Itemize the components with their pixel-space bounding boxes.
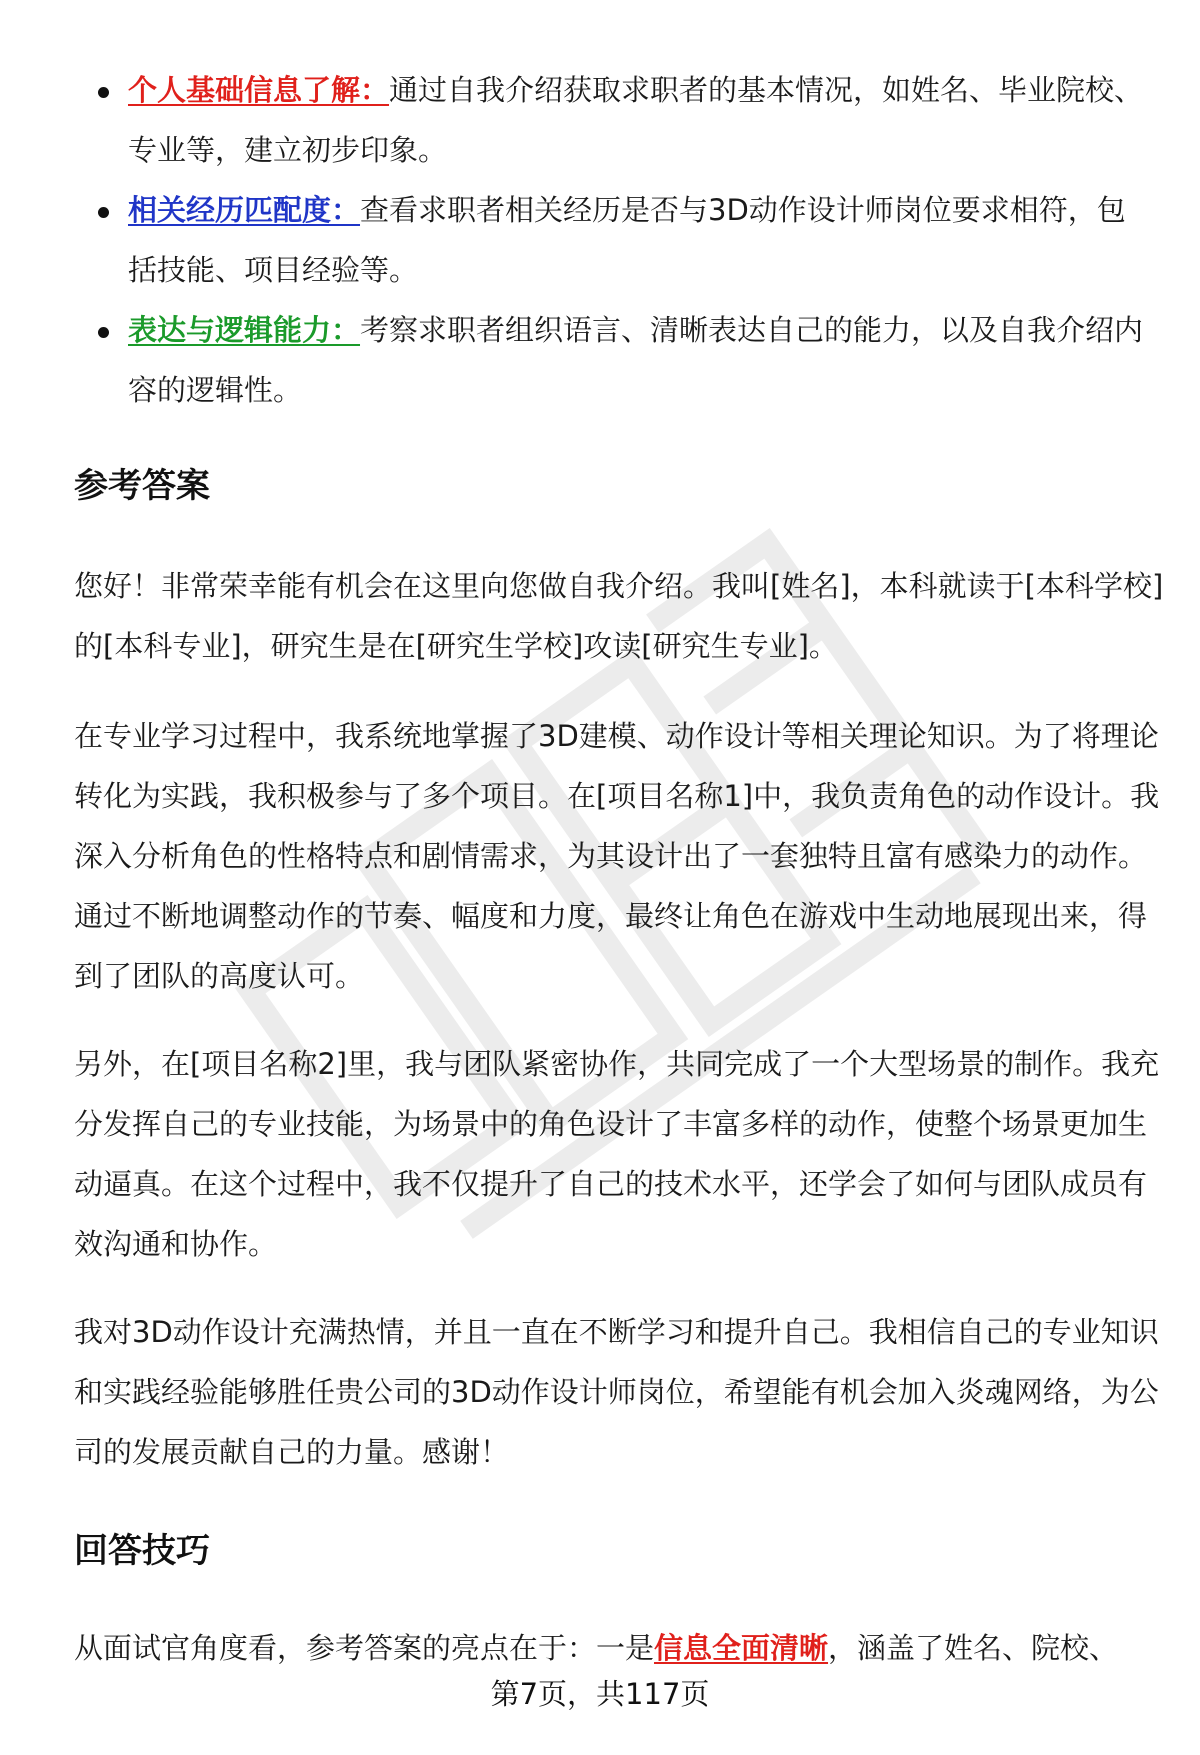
tips-paragraph [74,1618,1164,1678]
answer-paragraph-2: 在专业学习过程中，我系统地掌握了3D建模、动作设计等相关理论知识。为了将理论转化为实践，我积极参与了多个项目。在[项目名称1]中，我负责角色的动作设计。我深入分析角色的性格特点和剧情需求，为其设计出了一套独特且富有感染力的动作。通过不断地调整动作的节奏、幅度和力度，最终让角色在游戏中生动地展现出来，得到了团队的高度认可。 [74,719,1160,993]
answer-paragraph-1: 您好！非常荣幸能有机会在这里向您做自我介绍。我叫[姓名]，本科就读于[本科学校]的[本科专业]，研究生是在[研究生学校]攻读[研究生专业]。 [74,569,1164,663]
bullet-icon [98,207,109,218]
list-item [74,60,1154,180]
bullet-icon [98,327,109,338]
list-item [74,300,1154,420]
answer-paragraph-3: 另外，在[项目名称2]里，我与团队紧密协作，共同完成了一个大型场景的制作。我充分发挥自己的专业技能，为场景中的角色设计了丰富多样的动作，使整个场景更加生动逼真。在这个过程中，我不仅提升了自己的技术水平，还学会了如何与团队成员有效沟通和协作。 [74,1047,1160,1261]
bullet-keyword: 相关经历匹配度： [128,193,361,227]
list-item [74,180,1154,300]
page-number: 第7页，共117页 [490,1677,710,1711]
section-heading-tips: 回答技巧 [74,1531,210,1571]
bullet-text: 考察求职者组织语言、清晰表达自己的能力，以及自我介绍内容的逻辑性。 [128,313,1144,407]
bullet-keyword: 个人基础信息了解： [128,73,390,107]
bullet-keyword: 表达与逻辑能力： [128,313,361,347]
bullet-text: 通过自我介绍获取求职者的基本情况，如姓名、毕业院校、专业等，建立初步印象。 [128,73,1144,167]
bullet-text: 查看求职者相关经历是否与3D动作设计师岗位要求相符，包括技能、项目经验等。 [128,193,1126,287]
tips-highlight: 信息全面清晰 [654,1631,829,1665]
tips-text-before: 从面试官角度看，参考答案的亮点在于：一是 [74,1631,655,1665]
tips-text-after: ，涵盖了姓名、院校、 [828,1631,1119,1665]
answer-paragraph-4: 我对3D动作设计充满热情，并且一直在不断学习和提升自己。我相信自己的专业知识和实践经验能够胜任贵公司的3D动作设计师岗位，希望能有机会加入炎魂网络，为公司的发展贡献自己的力量。感谢！ [74,1315,1159,1469]
section-heading-answer: 参考答案 [74,466,210,506]
criteria-list [74,60,1154,420]
bullet-icon [98,87,109,98]
